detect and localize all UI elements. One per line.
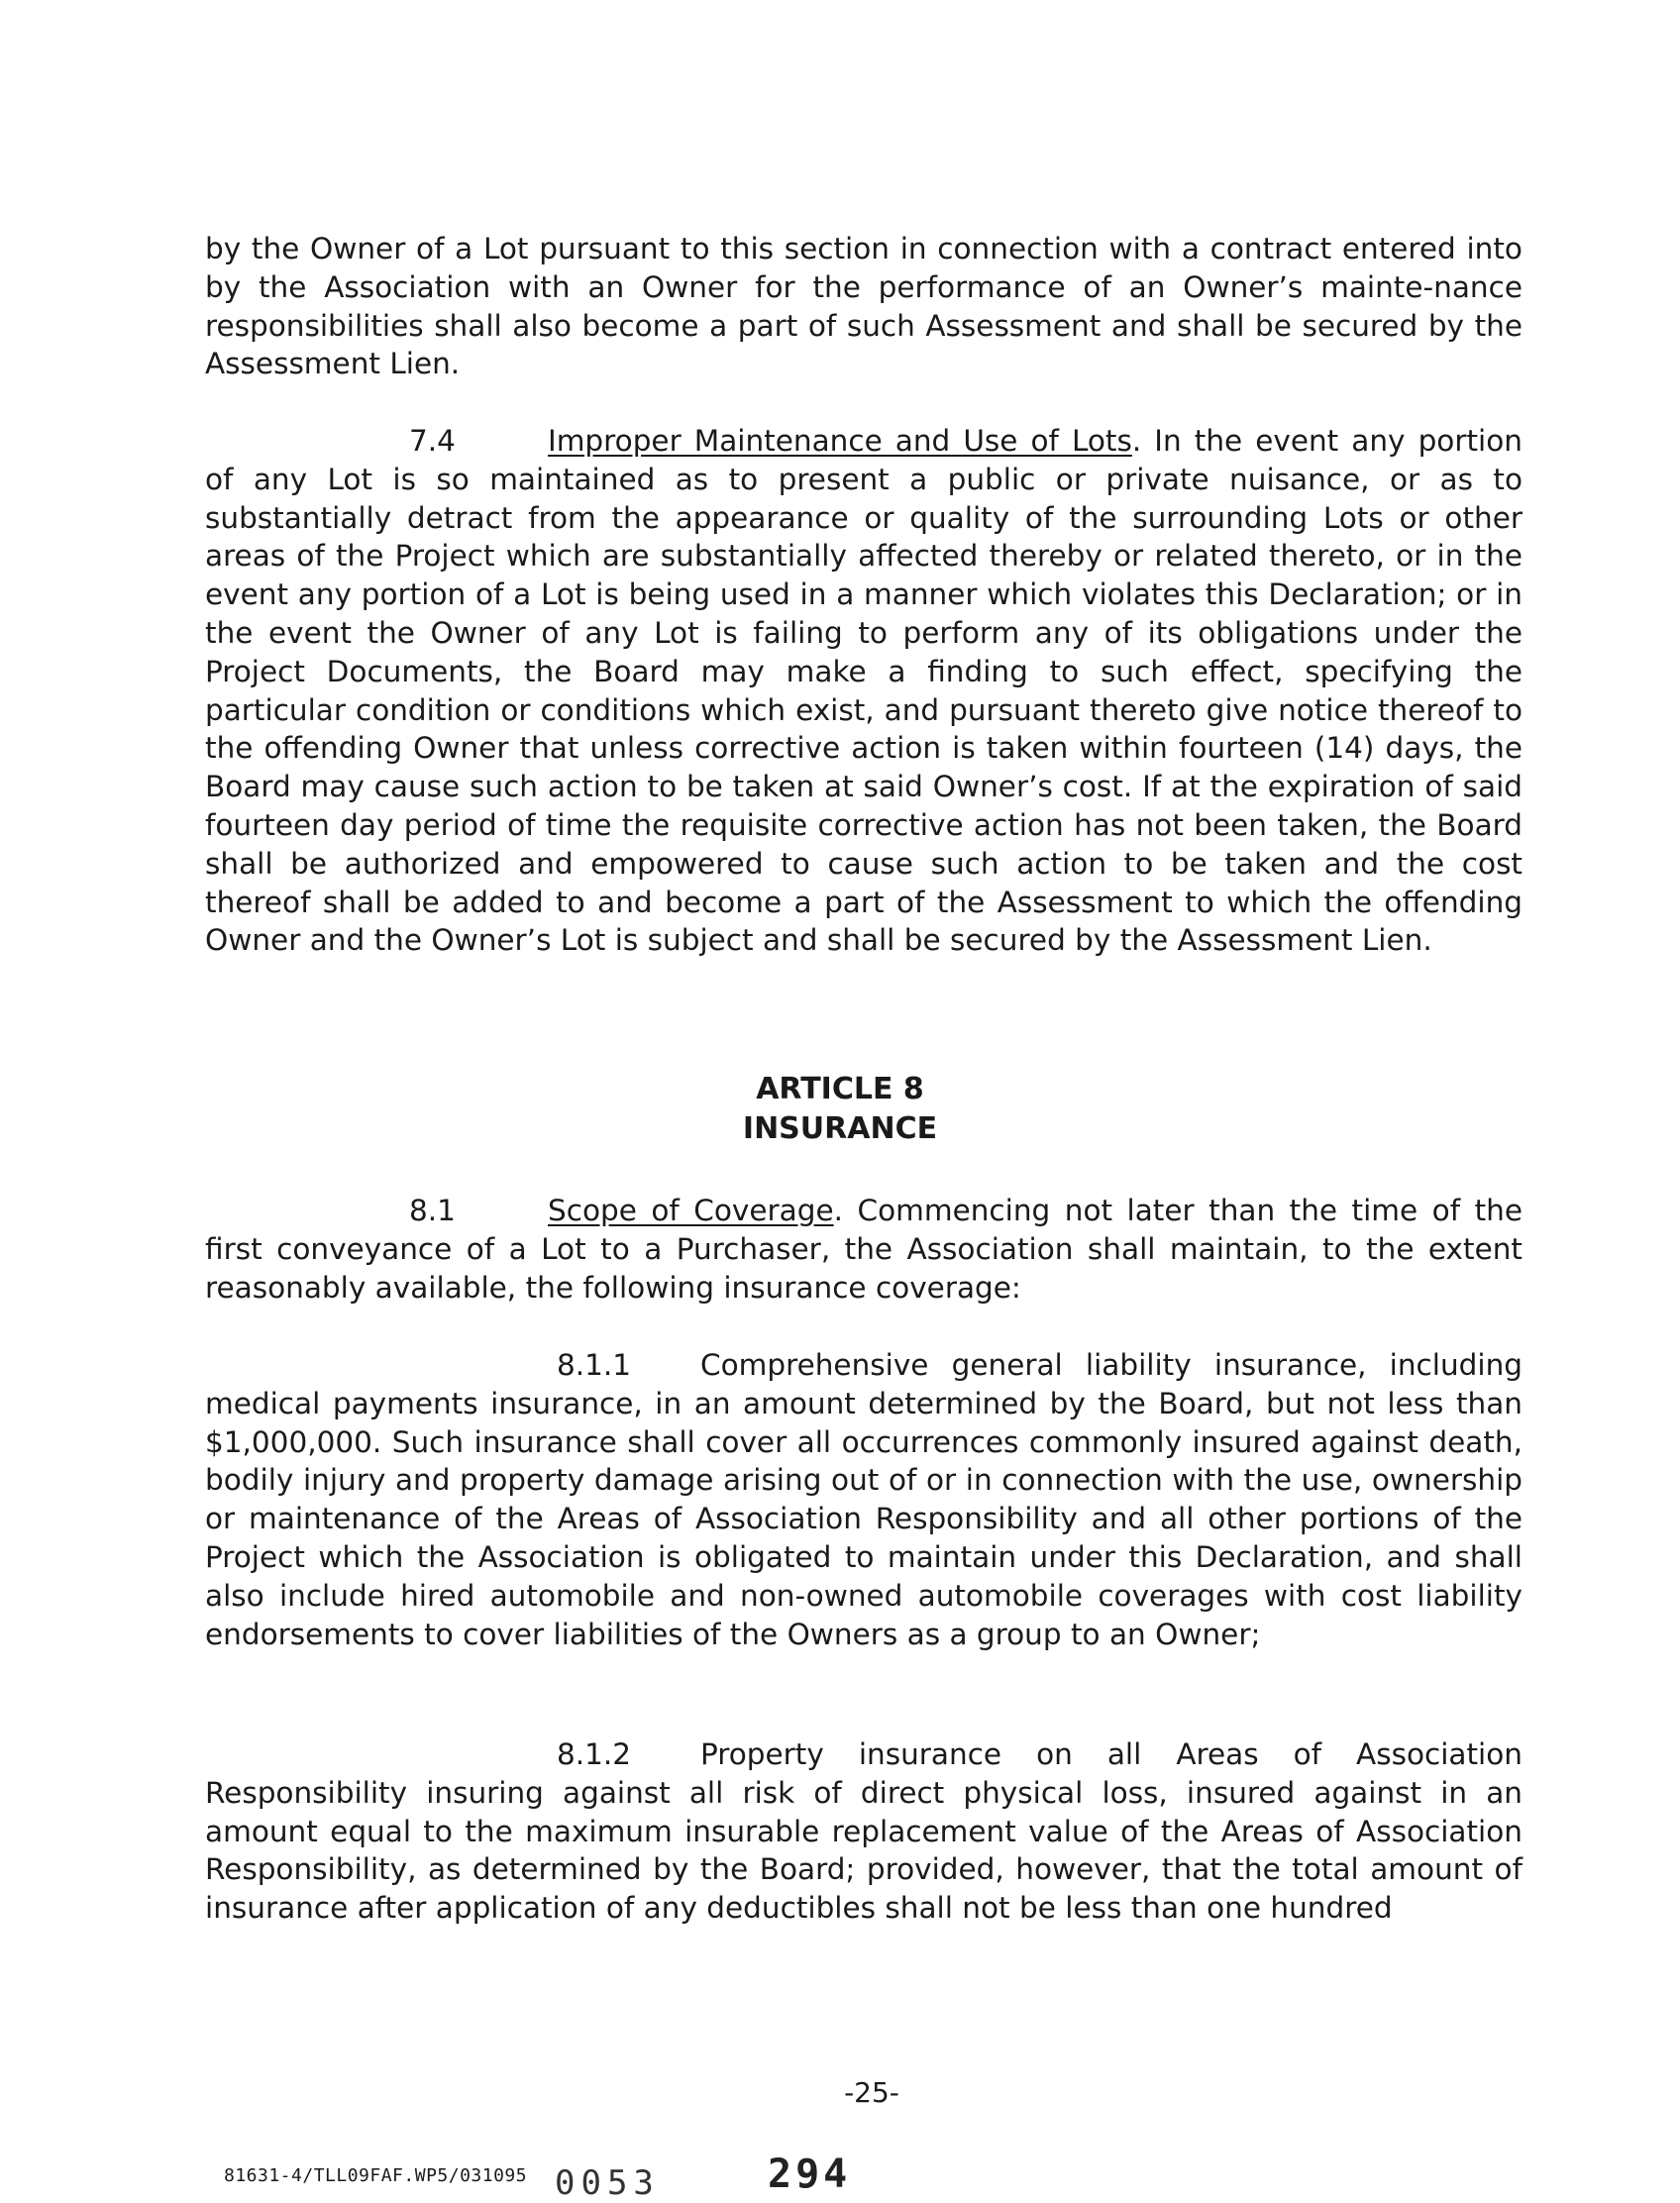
document-id: 81631-4/TLL09FAF.WP5/031095 <box>224 2165 528 2186</box>
section-8-1 <box>205 1192 1522 1307</box>
section-body: . Commencing not later than the time of the first conveyance of a Lot to a Purchaser, the Association shall maintain, to the extent reasonably available, the following insurance coverage: <box>205 1194 1522 1305</box>
paragraph-continuation <box>205 230 1522 383</box>
article-heading-number: ARTICLE 8 <box>756 1072 924 1106</box>
section-8-1-2 <box>205 1735 1522 1928</box>
subsection-number: 8.1.2 <box>557 1737 632 1771</box>
section-8-1-1 <box>205 1346 1522 1653</box>
section-title: Scope of Coverage <box>548 1194 834 1227</box>
section-body: . In the event any portion of any Lot is so maintained as to present a public or private nuisance, or as to substantially detract from the appearance or quality of the surrounding Lots or other areas of the Project which are substantially affected thereby or related thereto, or in the event any portion of a Lot is being used in a manner which violates this Declaration; or in the event the Owner of any Lot is failing to perform any of its obligations under the Project Documents, the Board may make a finding to such effect, specifying the particular condition or conditions which exist, and pursuant thereto give notice thereof to the offending Owner that unless corrective action is taken within fourteen (14) days, the Board may cause such action to be taken at said Owner’s cost. If at the expiration of said fourteen day period of time the requisite corrective action has not been taken, the Board shall be authorized and empowered to cause such action to be taken and the cost thereof shall be added to and become a part of the Assessment to which the offending Owner and the Owner’s Lot is subject and shall be secured by the Assessment Lien. <box>205 424 1522 958</box>
section-title: Improper Maintenance and Use of Lots <box>548 424 1132 458</box>
subsection-body: Comprehensive general liability insurance, including medical payments insurance, in an amount determined by the Board, but not less than $1,000,000. Such insurance shall cover all occurrences commonly insured against death, bodily injury and property damage arising out of or in connection with the use, ownership or maintenance of the Areas of Association Responsibility and all other portions of the Project which the Association is obligated to maintain under this Declaration, and shall also include hired automobile and non-owned automobile coverages with cost liability endorsements to cover liabilities of the Owners as a group to an Owner; <box>205 1348 1522 1651</box>
article-heading-title: INSURANCE <box>742 1111 938 1146</box>
paragraph-text: by the Owner of a Lot pursuant to this section in connection with a contract entered into by the Association with an Owner for the performance of an Owner’s mainte-nance responsibilities shall also become a part of such Assessment and shall be secured by the Assessment Lien. <box>205 232 1522 381</box>
section-7-4 <box>205 422 1522 960</box>
section-number: 8.1 <box>409 1194 456 1227</box>
recording-stamp-book: 0053 <box>555 2163 660 2203</box>
subsection-number: 8.1.1 <box>557 1348 632 1382</box>
page-number: -25- <box>844 2076 899 2109</box>
subsection-body: Property insurance on all Areas of Association Responsibility insuring against all risk of direct physical loss, insured against in an amount equal to the maximum insurable replacement value of the Areas of Association Responsibility, as determined by the Board; provided, however, that the total amount of insurance after application of any deductibles shall not be less than one hundred <box>205 1737 1522 1926</box>
section-number: 7.4 <box>409 424 456 458</box>
recording-stamp-page: 294 <box>768 2151 852 2197</box>
